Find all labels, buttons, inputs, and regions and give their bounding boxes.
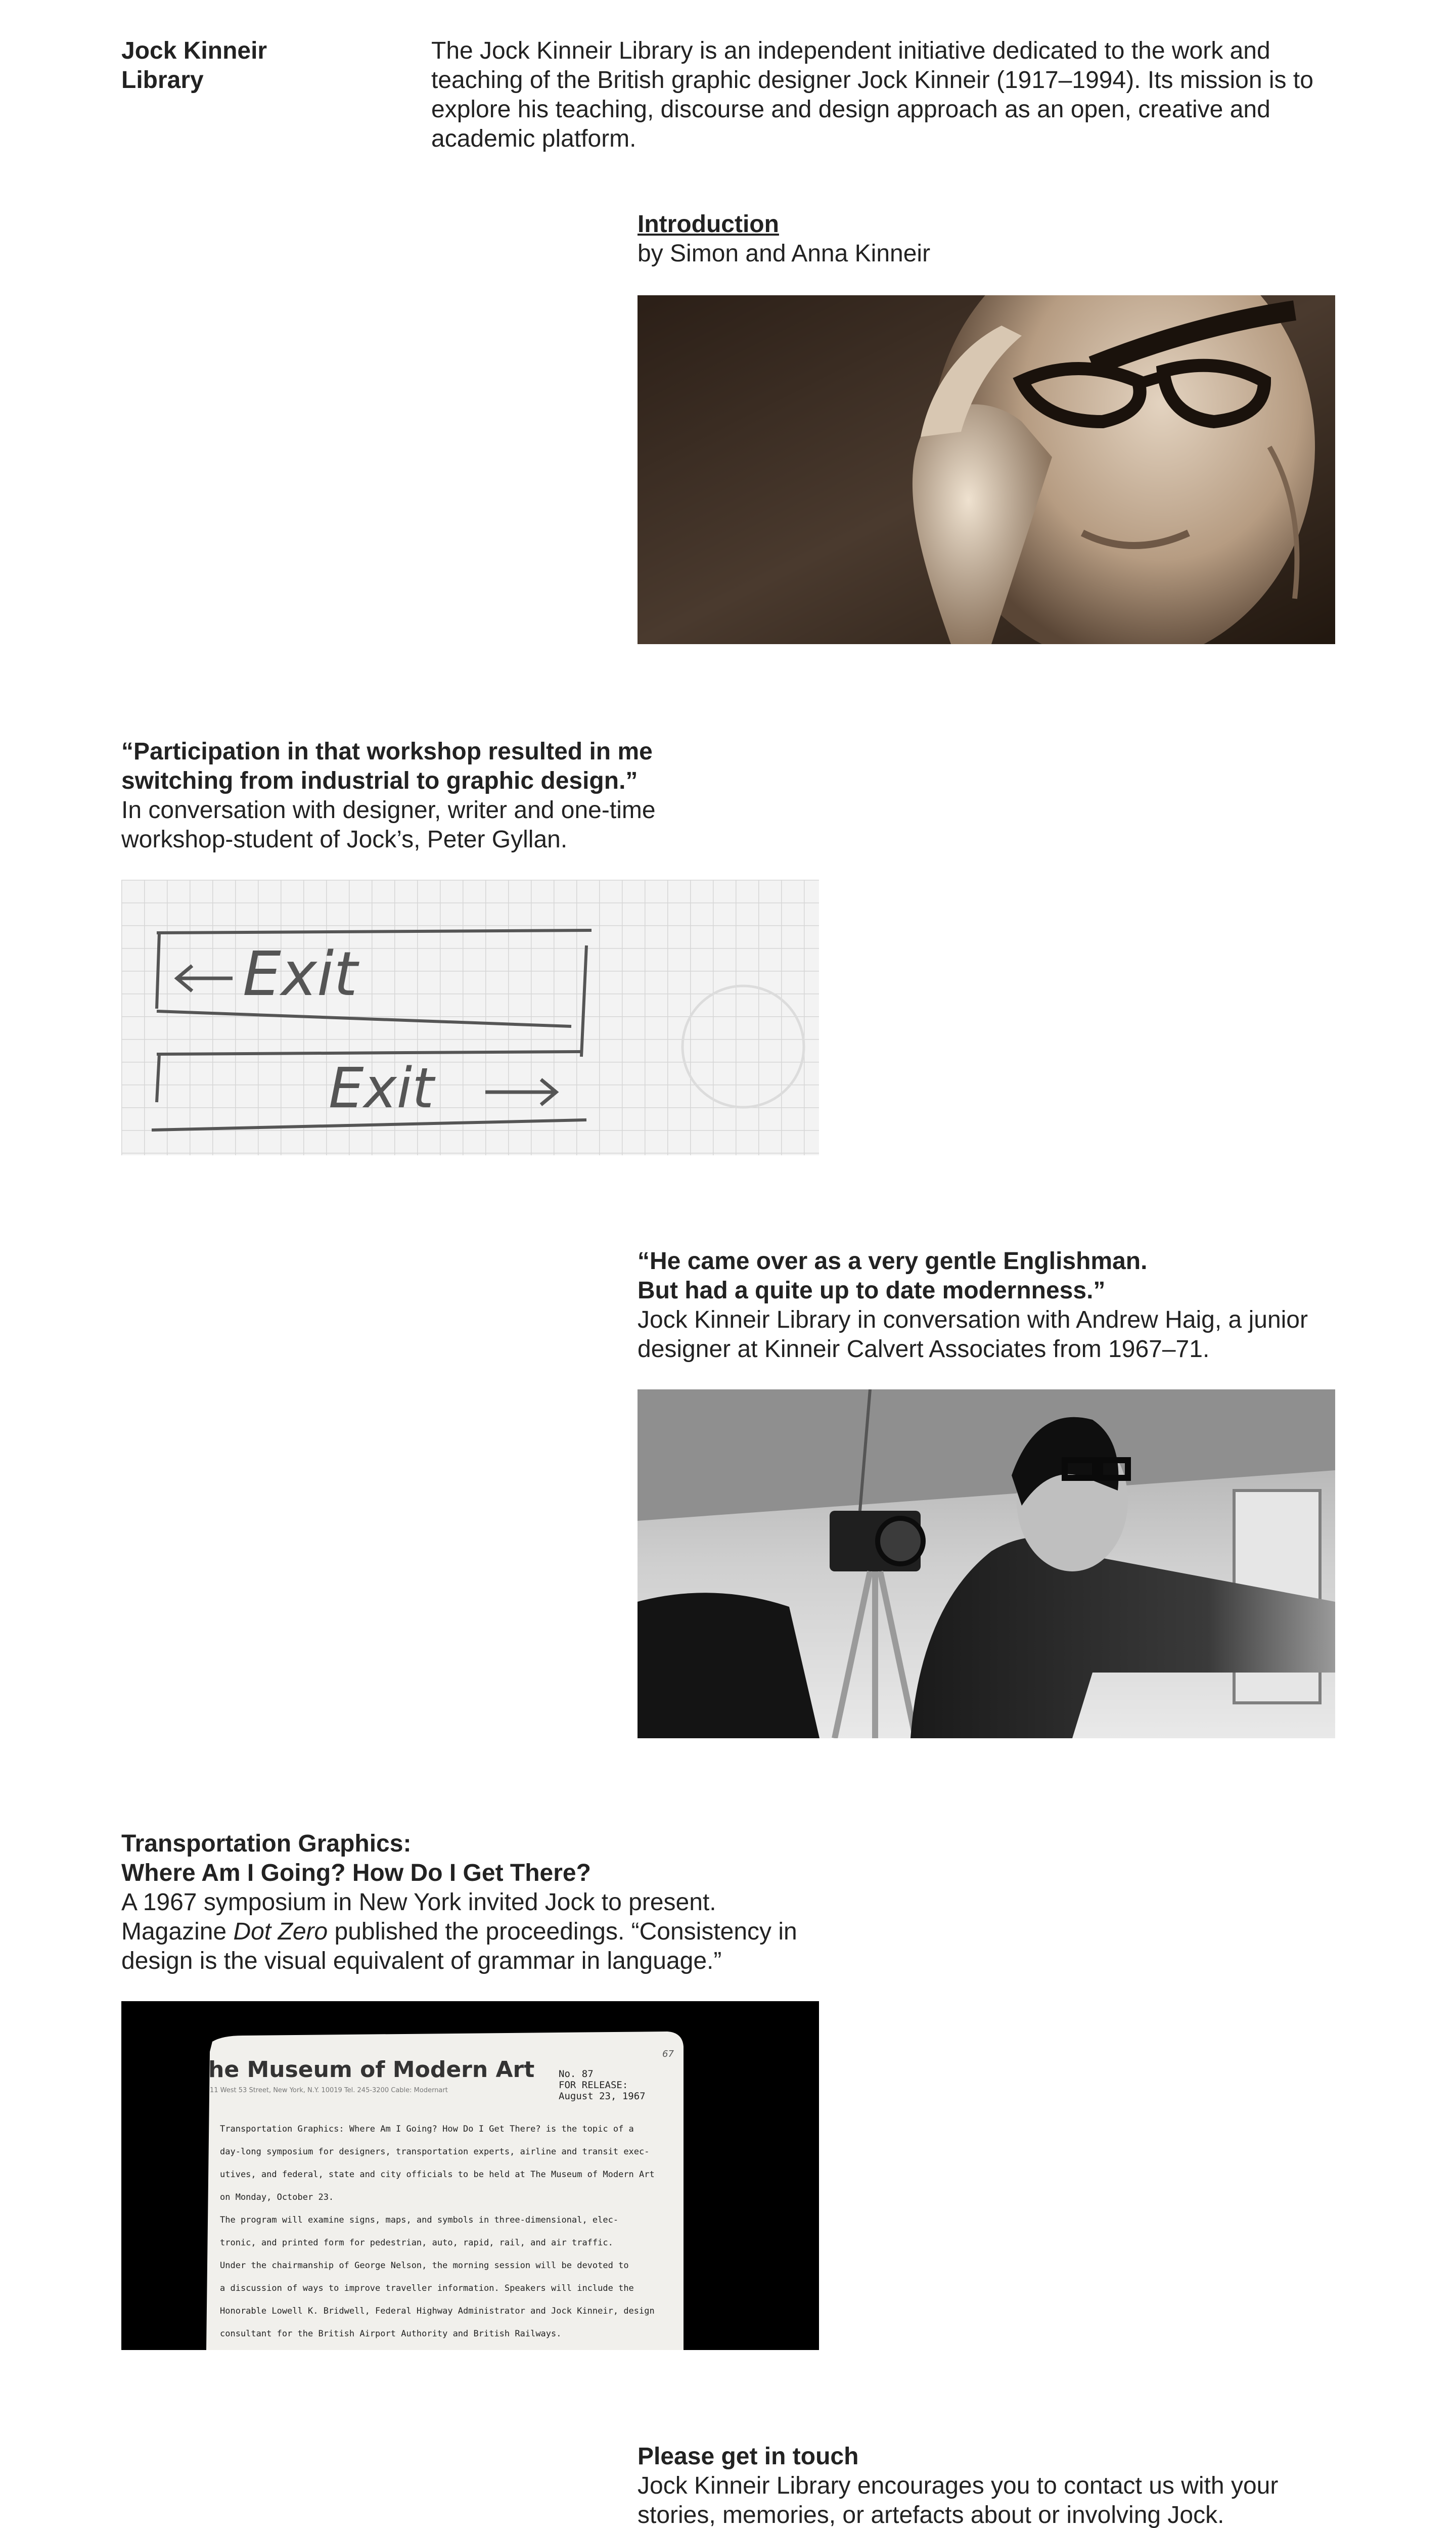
portrait-photo[interactable] — [638, 295, 1335, 644]
gyllan-caption: In conversation with designer, writer and one-time workshop-student of Jock’s, Peter Gyllan. — [121, 797, 656, 853]
haig-quote-line1: “He came over as a very gentle Englishman. — [638, 1248, 1148, 1275]
gyllan-quote-line1: “Participation in that workshop resulted in me — [121, 738, 653, 765]
exit-sketch-illustration — [121, 880, 819, 1155]
symposium-title-line2: Where Am I Going? How Do I Get There? — [121, 1860, 591, 1886]
haig-section — [638, 1247, 1345, 1364]
symposium-title[interactable] — [121, 1829, 829, 1888]
exit-sign-sketch[interactable] — [121, 880, 819, 1155]
symposium-caption — [121, 1888, 824, 1976]
contact-title[interactable]: Please get in touch — [638, 2443, 859, 2470]
haig-quote[interactable] — [638, 1247, 1345, 1305]
press-release-illustration — [121, 2001, 819, 2350]
contact-section — [638, 2442, 1345, 2528]
site-title-line1: Jock Kinneir — [121, 37, 267, 64]
doc-line: Under the chairmanship of George Nelson, the morning session will be devoted to — [220, 2261, 629, 2271]
gyllan-section — [121, 737, 829, 854]
doc-date: August 23, 1967 — [559, 2091, 646, 2102]
haig-caption: Jock Kinneir Library in conversation with Andrew Haig, a junior designer at Kinneir Calvert Associates from 1967–71. — [638, 1306, 1308, 1363]
doc-release: FOR RELEASE: — [559, 2080, 628, 2091]
doc-line: consultant for the British Airport Authority and British Railways. — [220, 2329, 562, 2339]
site-title[interactable] — [121, 36, 384, 95]
intro-section — [638, 210, 1345, 268]
doc-line: a discussion of ways to improve traveller information. Speakers will include the — [220, 2283, 634, 2293]
gyllan-quote-line2: switching from industrial to graphic design.” — [121, 768, 638, 794]
contact-text: Jock Kinneir Library encourages you to contact us with your stories, memories, or artefacts about or involving Jock. — [638, 2472, 1279, 2528]
symposium-caption-before: A 1967 symposium in New York invited Jock to present. Magazine — [121, 1889, 716, 1945]
doc-address: 11 West 53 Street, New York, N.Y. 10019 Tel. 245-3200 Cable: Modernart — [210, 2087, 448, 2094]
sketch-label-bottom: Exit — [329, 1056, 434, 1120]
moma-press-release[interactable] — [121, 2001, 819, 2350]
symposium-section — [121, 1829, 829, 1976]
mission-statement: The Jock Kinneir Library is an independent initiative dedicated to the work and teaching of the British graphic designer Jock Kinneir (1917–1994). Its mission is to explore his teaching, discourse and design approach as an open, creative and academic platform. — [431, 37, 1313, 152]
doc-line: Honorable Lowell K. Bridwell, Federal Highway Administrator and Jock Kinneir, design — [220, 2306, 655, 2316]
introduction-link[interactable]: Introduction — [638, 211, 779, 238]
intro-byline: by Simon and Anna Kinneir — [638, 240, 931, 267]
doc-number: No. 87 — [559, 2068, 594, 2080]
doc-line: The program will examine signs, maps, and symbols in three-dimensional, elec- — [220, 2215, 619, 2225]
camera-illustration — [638, 1389, 1335, 1738]
sketch-label-top: Exit — [243, 939, 358, 1010]
doc-line: day-long symposium for designers, transportation experts, airline and transit exec- — [220, 2147, 650, 2157]
doc-masthead: he Museum of Modern Art — [208, 2057, 535, 2083]
site-title-line2: Library — [121, 67, 204, 94]
doc-line: Transportation Graphics: Where Am I Going? How Do I Get There? is the topic of a — [220, 2124, 634, 2134]
symposium-caption-magazine: Dot Zero — [233, 1918, 328, 1945]
doc-line: utives, and federal, state and city officials to be held at The Museum of Modern Art — [220, 2170, 655, 2180]
doc-line: on Monday, October 23. — [220, 2192, 334, 2202]
haig-quote-line2: But had a quite up to date modernness.” — [638, 1277, 1106, 1304]
doc-line: tronic, and printed form for pedestrian, auto, rapid, rail, and air traffic. — [220, 2238, 613, 2248]
symposium-title-line1: Transportation Graphics: — [121, 1830, 412, 1857]
gyllan-quote[interactable] — [121, 737, 829, 796]
camera-photo[interactable] — [638, 1389, 1335, 1738]
portrait-illustration — [638, 295, 1335, 644]
symposium-caption-after: published the proceedings. “Consistency in design is the visual equivalent of grammar in language.” — [121, 1918, 797, 1974]
doc-corner: 67 — [662, 2049, 674, 2059]
